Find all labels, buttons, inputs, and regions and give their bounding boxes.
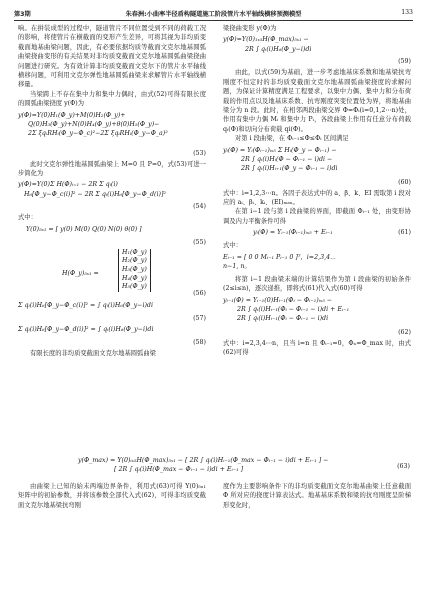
matrix-entry: H₄(Φ_y) (122, 274, 147, 282)
paragraph: 此时文克尔弹性地基圆弧曲梁上 M=0 且 P=0，式(53)可进一步简化为 (18, 160, 206, 178)
paragraph: 式中： (223, 242, 242, 250)
paragraph: 梁挠曲变形 y(Φ)为 (223, 25, 277, 32)
right-column (223, 24, 411, 357)
issue-number: 第3期 (14, 11, 31, 18)
equation-number: (57) (193, 314, 206, 322)
equation-61 (223, 228, 411, 239)
equation-line: Σ qᵢ(i)H₆[Φ_y−Φ_d(i)]² = ∫ qᵢ(i)H₆(Φ_y−i)di (18, 325, 154, 333)
equation-line: y(Φ_max) = Y(0)ᵢₓ₅H(Φ_max)₅ₓ₁ − [ 2R ∫ qᵢ(i)Hᵢ₋₁(Φ_max − Φᵢ₋₁ − i)di + Eᵢ₋₁ ] − (78, 457, 329, 464)
equation-54 (18, 180, 206, 200)
running-header (14, 8, 413, 21)
paragraph: 对第 i 段曲梁，在 Φᵢ₋₁≤Φ≤Φᵢ 区间满足 (235, 135, 349, 143)
equation-line: 2Σ ξqᵢRHᵢ(Φ_y−Φ_c)²−2Σ ξqᵢRHᵢ(Φ_y−Φ_a)² (28, 130, 168, 138)
paragraph: 度作为主要影响条件下的非均质变截面文克尔地基曲梁上任意截面 Φ 所对应的挠度计算表达式。地基基床系数和梁的抗弯刚度呈阶梯形变化时， (223, 483, 411, 509)
equation-line: y(Φ)=Y(0)Σ H(Φ)ᵢ₌₁ − 2R Σ qᵢ(i) (18, 181, 118, 189)
equation-62 (223, 296, 411, 326)
paragraph: 式中：i=2,3,4⋯n，且当 i=n 且 Φᵢ₋₁=0，Φₙ=Φ_max 时，由式(62)可得 (223, 339, 411, 356)
paragraph: 响。在拼装成型的过程中，隧道管片不同位置受到不同的荷载工况的影响，将使管片在横截面的变形产生差异，可将其视为非均质变截面地基曲梁问题，因此，有必要依据均质等截面文克尔地基圆弧曲梁挠曲变形的有关结果对非均质变截面文克尔地基圆弧曲梁挠曲问题进行研究。为有效计算非均质变截面文克尔下的管片水平轴线横移问题，可利用文克尔弹性地基圆弧曲梁来求解管片水平轴线横移量。 (18, 25, 206, 89)
equation-line: Σ qᵢ(i)H₆[Φ_y−Φ_c(i)]² = ∫ qᵢ(i)H₆(Φ_y−i)di (18, 301, 153, 309)
equation-line: 2R ∫ qᵢ(i)Hᵢ₋₁(Φᵢ − Φᵢ₋₁ − i)di + Eᵢ₋₁ (237, 305, 350, 313)
paragraph: 在第 i−1 段与第 i 段曲梁的界面，即截面 Φᵢ₋₁ 处，由变形协调及内力平衡条件可得 (223, 208, 411, 225)
equation-55 (18, 225, 206, 236)
left-column (18, 24, 206, 358)
equation-line: yᵢ₋₁(Φ) = Yᵢ₋₁(0)Hᵢ₋₁(Φᵢ − Φᵢ₋₁)ᵢₓ₅ − (223, 296, 333, 304)
equation-line: y(Φ)=Y(0)₁ₓ₅H(Φ_max)₅ₓ₁ − (223, 36, 309, 44)
paragraph: 式中： (18, 214, 37, 222)
paragraph: 式中：i=1,2,3⋯n。各因子表达式中的 a、β、k、EI 需取第 i 段对应的 aᵢ、βᵢ、kᵢ、(EI)ₘₐₓ。 (223, 189, 411, 207)
equation-line: yᵢ(Φ) = Yᵢ₋₁(Φᵢ₋₁)ᵢₓ₅ + Eᵢ₋₁ (253, 229, 333, 237)
paragraph: 有限长度的非均质变截面文克尔地基圆弧曲梁 (30, 349, 156, 357)
equation-number: (62) (398, 328, 411, 336)
equation-number: (53) (193, 149, 206, 157)
page-number: 133 (401, 9, 413, 16)
equation-number: (59) (398, 58, 411, 66)
equation-line: n−1, n。 (223, 263, 251, 271)
equation-number: (55) (193, 238, 206, 246)
paragraph: 由曲梁上已知的始末两端边界条件，利用式(63)可得 Y(0)₅ₓ₁ 矩阵中的初始参数，并将该参数全部代入式(62)，可得非均质变截面文克尔地基梁抗弯刚 (18, 483, 206, 509)
equation-line: 2R ∫ qᵢ(i)Hᵢ(Φ − Φᵢ₋₁ − i)di − (241, 156, 333, 164)
equation-59 (223, 35, 411, 55)
equation-53 (18, 111, 206, 147)
equation-line: y(Φ)=Y(0)H₁(Φ_y)+M(0)H₂(Φ_y)+ (18, 111, 126, 119)
equation-56 (18, 249, 206, 299)
equation-number: (60) (398, 178, 411, 186)
equation-62a (223, 253, 411, 273)
equation-line: yᵢ(Φ) = Yᵢ(Φᵢ₋₁)ᵢₓ₅ Σ Hᵢ(Φ_y − Φᵢ₋₁) − (223, 146, 337, 154)
equation-number: (61) (398, 229, 411, 237)
equation-line: 2R ∫ qᵢ(i)Hᵢ₋₁(Φᵢ − Φᵢ₋₁ − i)di (237, 315, 329, 323)
equation-63 (78, 456, 410, 478)
paragraph: 将第 i−1 段曲梁末端的计算结果作为第 i 段曲梁的初始条件(2≤i≤n)，逐次递推，即将式(61)代入式(60)可得 (223, 275, 411, 293)
matrix-entry: H₃(Φ_y) (122, 266, 147, 274)
matrix-entry: H₁(Φ_y) (122, 248, 147, 256)
equation-line: 2R ∫ qᵢ(i)H₆(Φ_y−i)di (245, 45, 312, 53)
equation-line: [ 2R ∫ qᵢ(i)H(Φ_max − Φᵢ₋₁ − i)di + Eᵢ₋₁ ] (114, 466, 244, 474)
equation-number: (56) (193, 289, 206, 297)
equation-line: H₆[Φ_y−Φ_c(i)]² − 2R Σ qᵢ(i)H₆[Φ_y−Φ_d(i)]² (24, 190, 166, 198)
column-matrix (118, 249, 151, 292)
equation-number: (58) (193, 338, 206, 346)
running-title: 朱春洲:小曲率半径盾构隧道施工阶段管片水平轴线横移预测模型 (125, 11, 302, 18)
equation-58 (18, 325, 206, 336)
equation-number: (54) (193, 203, 206, 211)
paragraph: 由此，以式(59)为基础，进一步考虑地基床系数和地基梁抗弯刚度不恒定时的非均质变截面文克尔地基圆弧曲梁挠度的求解问题，为保证计算精度满足工程要求，以集中力偶、集中力和分布荷载的作用点以及地基床系数、抗弯刚度突变位置处为界，将地基曲梁分为 n 段。此时，在相邻两段曲梁交界 Φ=Φᵢ(i=0,1,2⋯n)处，作用有集中力偶 Mᵢ 和集中力 Pᵢ，各段曲梁上作用有任意分布荷载 qᵢ(Φ)和切向分布荷载 qi(Φ)。 (223, 69, 411, 133)
bottom-section (18, 454, 410, 590)
equation-line: 2R ∫ qᵢ(i)Hᵢ₊₁(Φ_y − Φᵢ₋₁ − i)di (241, 165, 338, 173)
equation-number: (63) (397, 463, 410, 470)
paragraph: 当梁跨上不存在集中力和集中力偶时，由式(52)可得有限长度的圆弧曲梁挠度 y(Φ)为 (18, 90, 206, 108)
matrix-entry: H₅(Φ_y) (122, 283, 147, 291)
equation-line: Y(0)₅ₓ₁ = [ y(0) M(0) Q(0) N(0) θ(0) ] (26, 225, 142, 233)
equation-line: Eᵢ₋₁ = [ 0 0 Mᵢ₋₁ Pᵢ₋₁ 0 ]ᵀ，i=2,3,4⋯ (223, 253, 336, 261)
matrix-entry: H₂(Φ_y) (122, 257, 147, 265)
equation-60 (223, 146, 411, 176)
equation-57 (18, 301, 206, 312)
equation-line: Q(0)H₃(Φ_y)+N(0)H₄(Φ_y)+θ(0)H₅(Φ_y)− (28, 121, 160, 129)
matrix-lhs: H(Φ_y)₅ₓ₁ = (62, 269, 99, 277)
